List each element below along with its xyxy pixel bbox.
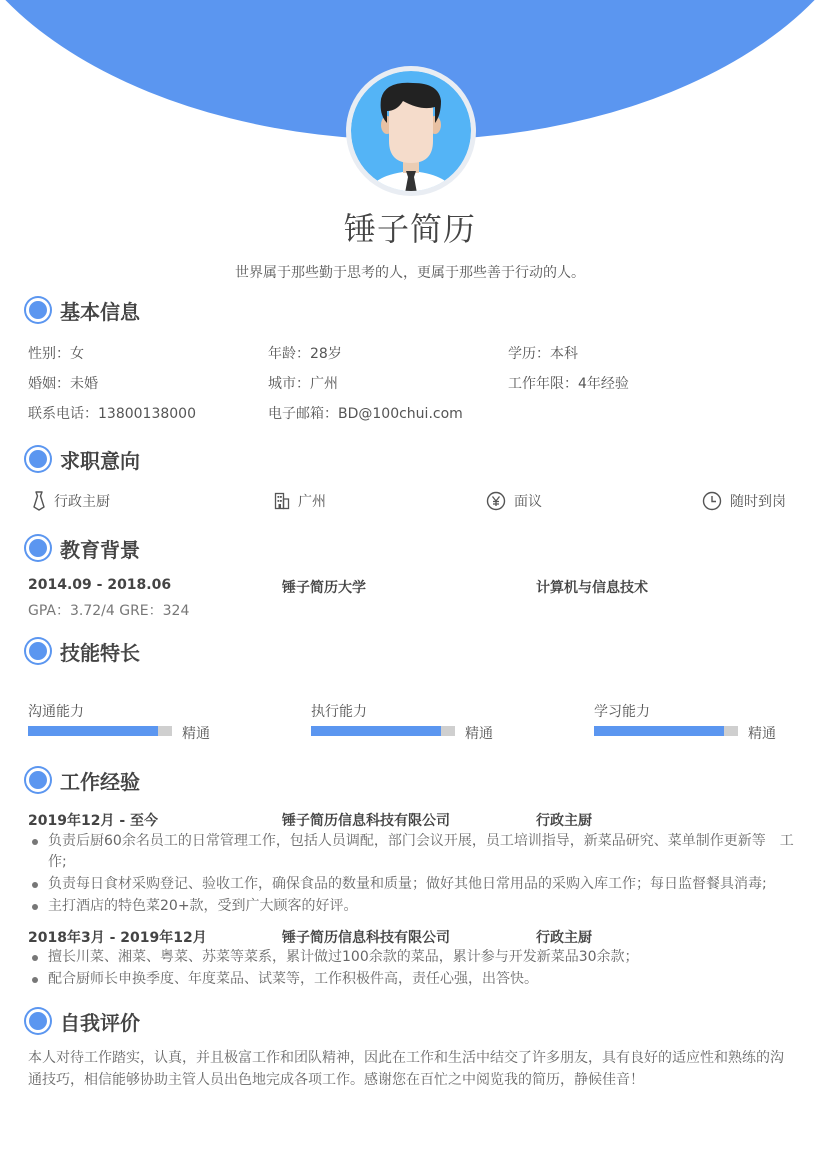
intent-availability-text: 随时到岗 [730, 494, 786, 510]
list-item: 擅长川菜、湘菜、粤菜、苏菜等菜系，累计做过100余款的菜品，累计参与开发新菜品30余款； [28, 947, 798, 968]
info-phone: 联系电话：13800138000 [28, 406, 196, 422]
skill-level: 精通 [748, 726, 776, 742]
work-period: 2018年3月 - 2019年12月 [28, 930, 207, 946]
skill-bar [311, 726, 455, 736]
section-title: 自我评价 [60, 1010, 140, 1035]
section-dot-icon [26, 298, 50, 322]
skill-bar [28, 726, 172, 736]
section-job-intent [26, 445, 140, 473]
tie-icon [32, 491, 46, 511]
motto: 世界属于那些勤于思考的人，更属于那些善于行动的人。 [235, 265, 585, 281]
skill-name: 执行能力 [311, 704, 367, 720]
education-school: 锤子简历大学 [282, 580, 366, 596]
intent-salary-text: 面议 [514, 494, 542, 510]
intent-city [274, 491, 326, 511]
work-duties [28, 947, 798, 991]
work-company: 锤子简历信息科技有限公司 [282, 930, 450, 946]
section-dot-icon [26, 639, 50, 663]
section-basic-info [26, 296, 140, 324]
skill-bar-fill [594, 726, 724, 736]
education-period: 2014.09 - 2018.06 [28, 577, 172, 593]
skill-name: 沟通能力 [28, 704, 84, 720]
list-item: 负责后厨60余名员工的日常管理工作，包括人员调配，部门会议开展，员工培训指导，新菜品研究、菜单制作更新等 工作; [28, 831, 798, 873]
intent-availability [702, 491, 786, 511]
section-title: 教育背景 [60, 537, 140, 562]
section-self-eval [26, 1007, 140, 1035]
work-duties [28, 831, 798, 918]
intent-position [32, 491, 110, 511]
work-period: 2019年12月 - 至今 [28, 813, 159, 829]
clock-icon [702, 491, 722, 511]
info-age: 年龄：28岁 [268, 346, 342, 362]
section-skills [26, 637, 140, 665]
list-item: 配合厨师长申换季度、年度菜品、试菜等，工作积极件高，责任心强，出答快。 [28, 969, 798, 990]
section-dot-icon [26, 447, 50, 471]
section-title: 工作经验 [60, 769, 140, 794]
skill-name: 学习能力 [594, 704, 650, 720]
skill-level: 精通 [465, 726, 493, 742]
education-major: 计算机与信息技术 [536, 580, 648, 596]
info-gender: 性别：女 [28, 346, 84, 362]
section-education [26, 534, 140, 562]
section-dot-icon [26, 536, 50, 560]
info-email: 电子邮箱：BD@100chui.com [268, 406, 463, 422]
work-title: 行政主厨 [536, 930, 592, 946]
skill-bar-fill [28, 726, 158, 736]
resume-name: 锤子简历 [343, 210, 476, 248]
info-education: 学历：本科 [508, 346, 578, 362]
info-years: 工作年限：4年经验 [508, 376, 629, 392]
section-title: 技能特长 [60, 640, 140, 665]
skill-bar [594, 726, 738, 736]
list-item: 负责每日食材采购登记、验收工作，确保食品的数量和质量；做好其他日常用品的采购入库工作；每日监督餐具消毒; [28, 874, 798, 895]
section-title: 基本信息 [60, 299, 140, 324]
education-detail: GPA：3.72/4 GRE：324 [28, 603, 190, 619]
skill-level: 精通 [182, 726, 210, 742]
work-title: 行政主厨 [536, 813, 592, 829]
avatar [346, 66, 476, 196]
intent-position-text: 行政主厨 [54, 494, 110, 510]
section-dot-icon [26, 1009, 50, 1033]
list-item: 主打酒店的特色菜20+款，受到广大顾客的好评。 [28, 896, 798, 917]
building-icon [274, 492, 290, 510]
skill-bar-fill [311, 726, 441, 736]
info-city: 城市：广州 [268, 376, 338, 392]
self-evaluation-text: 本人对待工作踏实，认真，并且极富工作和团队精神，因此在工作和生活中结交了许多朋友，具有良好的适应性和熟练的沟通技巧，相信能够协助主管人员出色地完成各项工作。感谢您在百忙之中阅览我的简历，静候佳音！ [28, 1050, 784, 1088]
section-dot-icon [26, 768, 50, 792]
work-company: 锤子简历信息科技有限公司 [282, 813, 450, 829]
intent-salary [486, 491, 542, 511]
person-avatar-icon [351, 71, 471, 191]
section-work [26, 766, 140, 794]
section-title: 求职意向 [60, 448, 140, 473]
intent-city-text: 广州 [298, 494, 326, 510]
info-marital: 婚姻：未婚 [28, 376, 98, 392]
yen-icon [486, 491, 506, 511]
